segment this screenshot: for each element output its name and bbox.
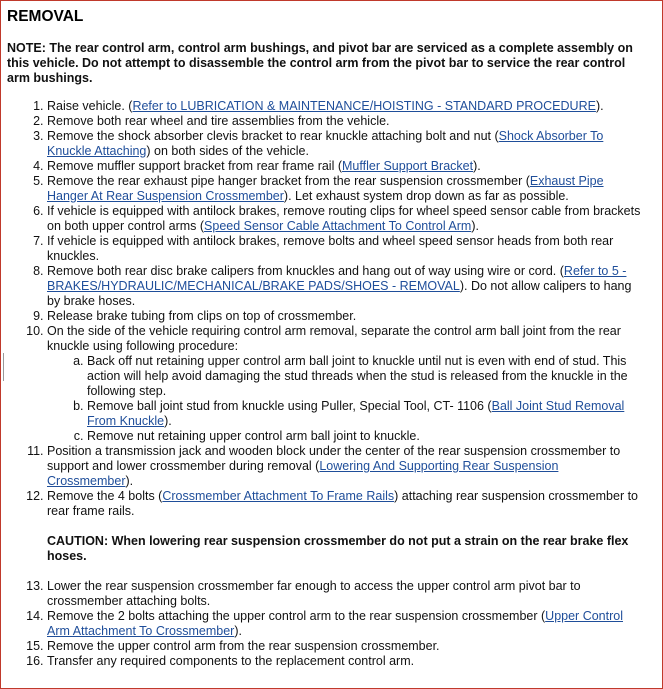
steps-list [7, 99, 647, 519]
list-item: 11. Position a transmission jack and wooden block under the center of the rear suspension crossmember to support and lower crossmember during removal (Lowering And Supporting Rear Suspension Crossmember). [47, 444, 647, 489]
sub-list-item: a. Back off nut retaining upper control arm ball joint to knuckle until nut is even with end of stud. This action will help avoid damaging the stud threads when the stud is released from the knuckle in the following step. [87, 354, 647, 399]
list-item: 2. Remove both rear wheel and tire assemblies from the vehicle. [47, 114, 647, 129]
steps-list-continued [7, 579, 647, 669]
list-item: 13. Lower the rear suspension crossmember far enough to access the upper control arm pivot bar to crossmember attaching bolts. [47, 579, 647, 609]
substep-link[interactable]: Ball Joint Stud Removal From Knuckle [87, 399, 625, 428]
step-link[interactable]: Upper Control Arm Attachment To Crossmember [47, 609, 623, 638]
page-title: REMOVAL [7, 8, 84, 25]
step-link[interactable]: Exhaust Pipe Hanger At Rear Suspension Crossmember [47, 174, 604, 203]
step-link[interactable]: Speed Sensor Cable Attachment To Control Arm [204, 219, 472, 233]
step-link[interactable]: Refer to LUBRICATION & MAINTENANCE/HOISTING - STANDARD PROCEDURE [132, 99, 596, 113]
list-item: 3. Remove the shock absorber clevis bracket to rear knuckle attaching bolt and nut (Shock Absorber To Knuckle Attaching) on both sides of the vehicle. [47, 129, 647, 159]
step-link[interactable]: Lowering And Supporting Rear Suspension Crossmember [47, 459, 559, 488]
list-item: 14. Remove the 2 bolts attaching the upper control arm to the rear suspension crossmember (Upper Control Arm Attachment To Crossmember). [47, 609, 647, 639]
sub-list-item: c. Remove nut retaining upper control arm ball joint to knuckle. [87, 429, 647, 444]
list-item: 5. Remove the rear exhaust pipe hanger bracket from the rear suspension crossmember (Exhaust Pipe Hanger At Rear Suspension Crossmember). Let exhaust system drop down as far as possible. [47, 174, 647, 204]
list-item: 16. Transfer any required components to the replacement control arm. [47, 654, 647, 669]
list-item: 10. On the side of the vehicle requiring control arm removal, separate the control arm ball joint from the rear knuckle using following procedure: a. Back off nut retaining upper control arm ball joint to knuckle until nut is even with end of stud. This action will help avoid damaging the stud threads when the stud is released from the knuckle in the following step. b. Remove ball joint stud from knuckle using Puller, Special Tool, CT- 1106 (Ball Joint Stud Removal From Knuckle). c. Remove nut retaining upper control arm ball joint to knuckle. [47, 324, 647, 444]
note-paragraph: NOTE: The rear control arm, control arm bushings, and pivot bar are serviced as a complete assembly on this vehicle. Do not attempt to disassemble the control arm from the pivot bar to service the rear control arm bushings. [7, 41, 633, 85]
list-item: 8. Remove both rear disc brake calipers from knuckles and hang out of way using wire or cord. (Refer to 5 - BRAKES/HYDRAULIC/MECHANICAL/BRAKE PADS/SHOES - REMOVAL). Do not allow calipers to hang by brake hoses. [47, 264, 647, 309]
list-item: 15. Remove the upper control arm from the rear suspension crossmember. [47, 639, 647, 654]
list-item: 4. Remove muffler support bracket from rear frame rail (Muffler Support Bracket). [47, 159, 647, 174]
substeps-list [47, 354, 647, 444]
list-item: 9. Release brake tubing from clips on top of crossmember. [47, 309, 647, 324]
list-item: 12. Remove the 4 bolts (Crossmember Attachment To Frame Rails) attaching rear suspension crossmember to rear frame rails. [47, 489, 647, 519]
step-link[interactable]: Muffler Support Bracket [342, 159, 474, 173]
edge-marker [3, 353, 4, 381]
step-link[interactable]: Refer to 5 - BRAKES/HYDRAULIC/MECHANICAL/BRAKE PADS/SHOES - REMOVAL [47, 264, 627, 293]
list-item: 6. If vehicle is equipped with antilock brakes, remove routing clips for wheel speed sensor cable from brackets on both upper control arms (Speed Sensor Cable Attachment To Control Arm). [47, 204, 647, 234]
list-item: 1. Raise vehicle. (Refer to LUBRICATION & MAINTENANCE/HOISTING - STANDARD PROCEDURE). [47, 99, 647, 114]
list-item: 7. If vehicle is equipped with antilock brakes, remove bolts and wheel speed sensor heads from both rear knuckles. [47, 234, 647, 264]
document-body [7, 8, 647, 669]
sub-list-item: b. Remove ball joint stud from knuckle using Puller, Special Tool, CT- 1106 (Ball Joint Stud Removal From Knuckle). [87, 399, 647, 429]
caution-paragraph: CAUTION: When lowering rear suspension crossmember do not put a strain on the rear brake flex hoses. [47, 534, 629, 563]
step-link[interactable]: Shock Absorber To Knuckle Attaching [47, 129, 604, 158]
step-link[interactable]: Crossmember Attachment To Frame Rails [162, 489, 395, 503]
